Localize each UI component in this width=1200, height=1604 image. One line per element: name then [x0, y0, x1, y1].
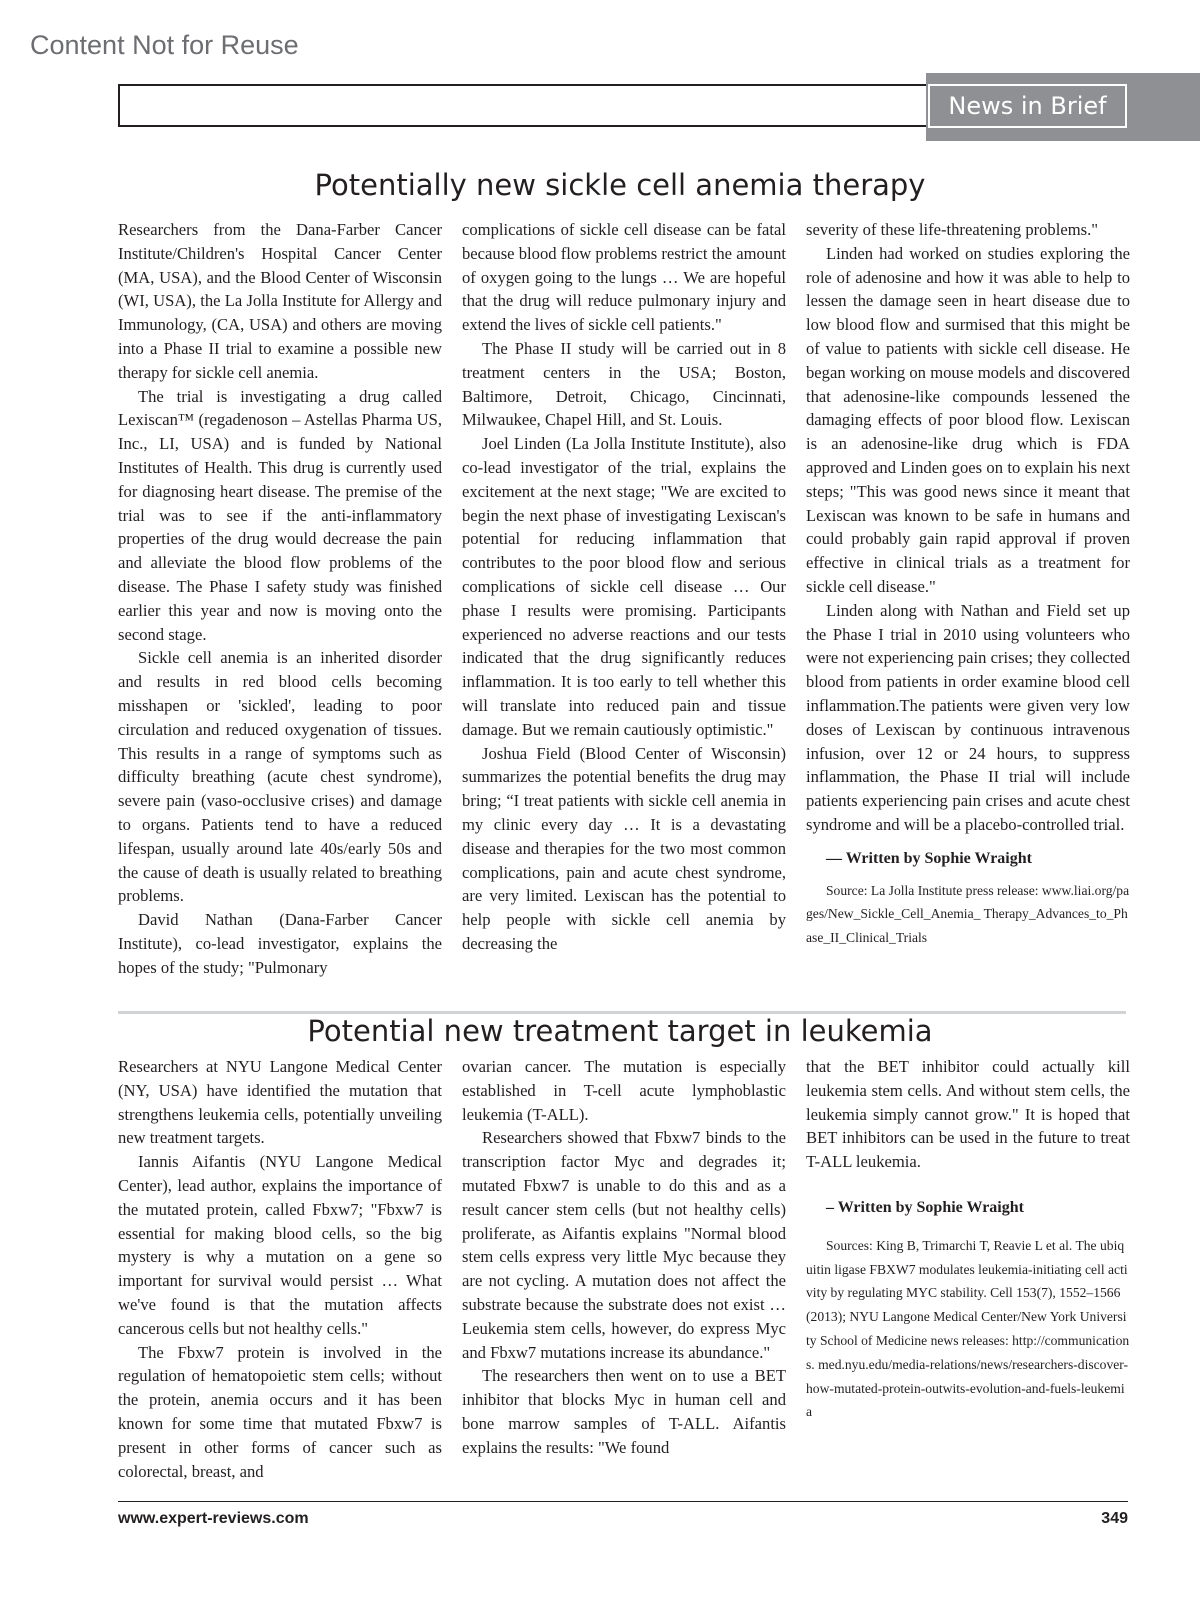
paragraph: The trial is investigating a drug called Lexiscan™ (regadenoson – Astellas Pharma US, Inc., LI, USA) and is funded by National Institutes of Health. This drug is currently used for diagnosing heart disease. The premise of the trial was to see if the anti-inflammatory properties of the drug would decrease the pain and alleviate the blood flow problems of the disease. The Phase I safety study was finished earlier this year and now is moving onto the second stage. [118, 386, 442, 644]
byline: — Written by Sophie Wraight [826, 849, 1032, 867]
article2-column-2 [462, 1055, 786, 1460]
paragraph: Researchers at NYU Langone Medical Center (NY, USA) have identified the mutation that strengthens leukemia cells, potentially unveiling new treatment targets. [118, 1057, 442, 1148]
footer-url: www.expert-reviews.com [118, 1510, 309, 1527]
article1-column-2 [462, 218, 786, 956]
paragraph: Joshua Field (Blood Center of Wisconsin) summarizes the potential benefits the drug may bring; “I treat patients with sickle cell anemia in my clinic every day … It is a devastating disease and therapies for the two most common complications, pain and acute chest syndrome, are very limited. Lexiscan has the potential to help people with sickle cell anemia by decreasing the [462, 743, 786, 953]
paragraph: severity of these life-threatening problems." [806, 220, 1098, 239]
page-number: 349 [1101, 1510, 1128, 1527]
paragraph: Linden along with Nathan and Field set up the Phase I trial in 2010 using volunteers who were not experiencing pain crises; they collected blood from patients in order examine blood cell inflammation.The patients were given very low doses of Lexiscan by continuous intravenous infusion, over 12 or 24 hours, to suppress inflammation, the Phase II trial will include patients experiencing pain crises and acute chest syndrome and will be a placebo-controlled trial. [806, 600, 1130, 834]
paragraph: Researchers showed that Fbxw7 binds to the transcription factor Myc and degrades it; mutated Fbxw7 is unable to do this and as a result cancer stem cells (but not healthy cells) proliferate, as Aifantis explains "Normal blood stem cells express very little Myc because they are not cycling. A mutation does not affect the substrate because the substrate does not exist …Leukemia stem cells, however, do express Myc and Fbxw7 mutations increase its abundance." [462, 1128, 786, 1362]
paragraph: Joel Linden (La Jolla Institute Institute), also co-lead investigator of the trial, explains the excitement at the next stage; "We are excited to begin the next phase of investigating Lexiscan's potential for reducing inflammation that contributes to the poor blood flow and serious complications of sickle cell disease … Our phase I results were promising. Participants experienced no adverse reactions and our tests indicated that the drug significantly reduces inflammation. It is too early to tell whether this will translate into reduced pain and tissue damage. But we remain cautiously optimistic." [462, 434, 786, 739]
article-title-leukemia: Potential new treatment target in leukemia [307, 1014, 933, 1048]
paragraph: Iannis Aifantis (NYU Langone Medical Center), lead author, explains the importance of the mutated protein, called Fbxw7; "Fbxw7 is essential for making blood cells, so the big mystery is why a mutation on a gene so important for survival would persist … What we've found is that the mutation affects cancerous cells but not healthy cells." [118, 1152, 442, 1338]
article1-column-1 [118, 218, 442, 980]
article-title-sickle-cell: Potentially new sickle cell anemia therapy [314, 168, 926, 202]
paragraph: that the BET inhibitor could actually kill leukemia stem cells. And without stem cells, the leukemia simply cannot grow." It is hoped that BET inhibitors can be used in the future to treat T-ALL leukemia. [806, 1057, 1130, 1172]
paragraph: David Nathan (Dana-Farber Cancer Institute), co-lead investigator, explains the hopes of the study; "Pulmonary [118, 910, 442, 977]
article1-column-3 [806, 218, 1130, 950]
paragraph: The Fbxw7 protein is involved in the regulation of hematopoietic stem cells; without the protein, anemia occurs and it has been known for some time that mutated Fbxw7 is present in other forms of cancer such as colorectal, breast, and [118, 1342, 442, 1481]
footer-rule [118, 1501, 1128, 1502]
byline: – Written by Sophie Wraight [826, 1198, 1024, 1216]
paragraph: ovarian cancer. The mutation is especially established in T-cell acute lymphoblastic leukemia (T-ALL). [462, 1057, 786, 1124]
reuse-watermark: Content Not for Reuse [30, 30, 299, 60]
article2-column-3 [806, 1055, 1130, 1424]
source-note: Sources: King B, Trimarchi T, Reavie L et al. The ubiquitin ligase FBXW7 modulates leukemia-initiating cell activity by regulating MYC stability. Cell 153(7), 1552–1566 (2013); NYU Langone Medical Center/New York University School of Medicine news releases: http://communications. med.nyu.edu/media-relations/news/researchers-discover-how-mutated-protein-outwits-evolution-and-fuels-leukemia [806, 1237, 1130, 1420]
article2-column-1 [118, 1055, 442, 1483]
section-label: News in Brief [928, 84, 1127, 128]
paragraph: The Phase II study will be carried out in 8 treatment centers in the USA; Boston, Baltimore, Detroit, Chicago, Cincinnati, Milwaukee, Chapel Hill, and St. Louis. [462, 338, 786, 430]
paragraph: Linden had worked on studies exploring the role of adenosine and how it was able to help to lessen the damage seen in heart disease due to low blood flow and surmised that this might be of value to patients with sickle cell disease. He began working on mouse models and discovered that adenosine-like compounds lessened the damaging effects of poor blood flow. Lexiscan is an adenosine-like drug which is FDA approved and Linden goes on to explain his next steps; "This was good news since it meant that Lexiscan was known to be safe in humans and could probably gain rapid approval if proven effective in clinical trials as a treatment for sickle cell disease." [806, 243, 1130, 596]
paragraph: The researchers then went on to use a BET inhibitor that blocks Myc in human cell and bone marrow samples of T-ALL. Aifantis explains the results: "We found [462, 1366, 786, 1457]
paragraph: Sickle cell anemia is an inherited disorder and results in red blood cells becoming misshapen or 'sickled', leading to poor circulation and reduced oxygenation of tissues. This results in a range of symptoms such as difficulty breathing (acute chest syndrome), severe pain (vaso-occlusive crises) and damage to organs. Patients tend to have a reduced lifespan, usually around late 40s/early 50s and the cause of death is usually related to breathing problems. [118, 648, 442, 906]
paragraph: complications of sickle cell disease can be fatal because blood flow problems restrict the amount of oxygen going to the lungs … We are hopeful that the drug will reduce pulmonary injury and extend the lives of sickle cell patients." [462, 220, 786, 335]
paragraph: Researchers from the Dana-Farber Cancer Institute/Children's Hospital Cancer Center (MA, USA), and the Blood Center of Wisconsin (WI, USA), the La Jolla Institute for Allergy and Immunology, (CA, USA) and others are moving into a Phase II trial to examine a possible new therapy for sickle cell anemia. [118, 220, 442, 382]
header-rule-box [118, 84, 926, 127]
source-note: Source: La Jolla Institute press release: www.liai.org/pages/New_Sickle_Cell_Anemia_ Therapy_Advances_to_Phase_II_Clinical_Trials [806, 882, 1130, 946]
